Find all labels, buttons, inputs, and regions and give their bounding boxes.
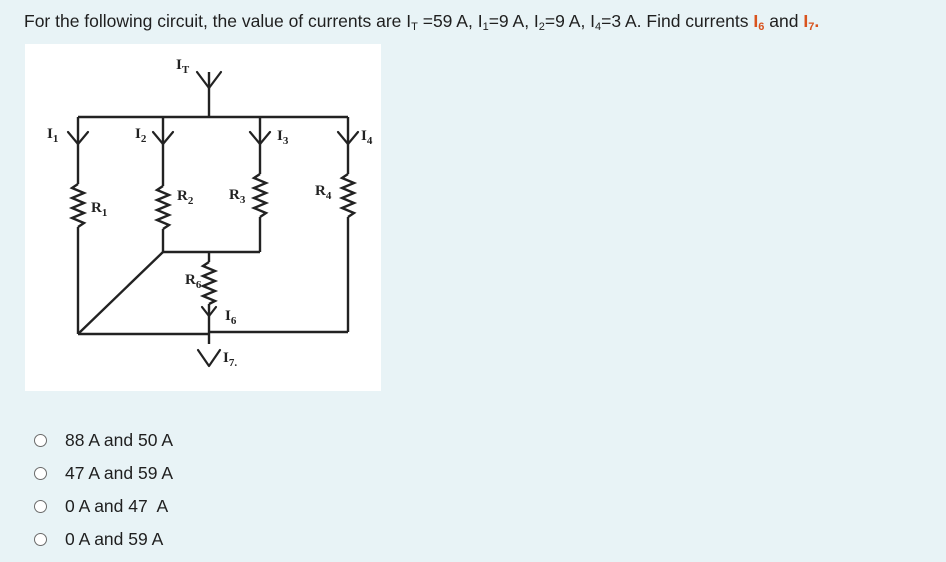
option-2[interactable] [34,457,173,490]
answer-options [34,424,173,556]
question-text [24,9,819,33]
arrow-down-icon [198,350,220,366]
label-it: $I_T$ [176,57,190,76]
option-label: 0 A and 47 A [65,496,169,516]
sub-4: 4 [595,21,602,33]
label-i3: $I_3$ [277,128,289,147]
option-4[interactable] [34,523,173,556]
option-3[interactable] [34,490,173,523]
sub-1: 1 [482,21,489,33]
label-i7: $I_{7.}$ [223,350,238,369]
label-r1: $R_1$ [91,200,108,219]
label-i6: $I_6$ [225,308,237,327]
option-label: 0 A and 59 A [65,529,164,549]
sub-2: 2 [538,21,545,33]
value-it: =59 A, I [417,11,483,31]
circuit-diagram [25,44,381,391]
radio-button[interactable] [34,500,47,513]
label-r3: $R_3$ [229,187,246,206]
question-and: and [764,11,804,31]
sub-t: T [411,21,418,33]
label-i2: $I_2$ [135,126,147,145]
option-1[interactable] [34,424,173,457]
value-i4: =3 A. Find currents [601,11,754,31]
label-i1: $I_1$ [47,126,59,145]
label-r2: $R_2$ [177,188,194,207]
label-i4: $I_4$ [361,128,373,147]
label-r6: $R_6$ [185,272,202,291]
radio-button[interactable] [34,434,47,447]
value-i2: =9 A, I [544,11,596,31]
highlight-i6: $I_6$ [753,11,765,33]
highlight-i7: $I_7$. [803,11,820,33]
radio-button[interactable] [34,533,47,546]
option-label: 47 A and 59 A [65,463,174,483]
label-r4: $R_4$ [315,183,332,202]
question-lead: For the following circuit, the value of currents are I [24,11,412,31]
value-i1: =9 A, I [488,11,539,31]
option-label: 88 A and 50 A [65,430,174,450]
circuit-svg [25,44,381,391]
circuit-wires [72,72,354,344]
radio-button[interactable] [34,467,47,480]
